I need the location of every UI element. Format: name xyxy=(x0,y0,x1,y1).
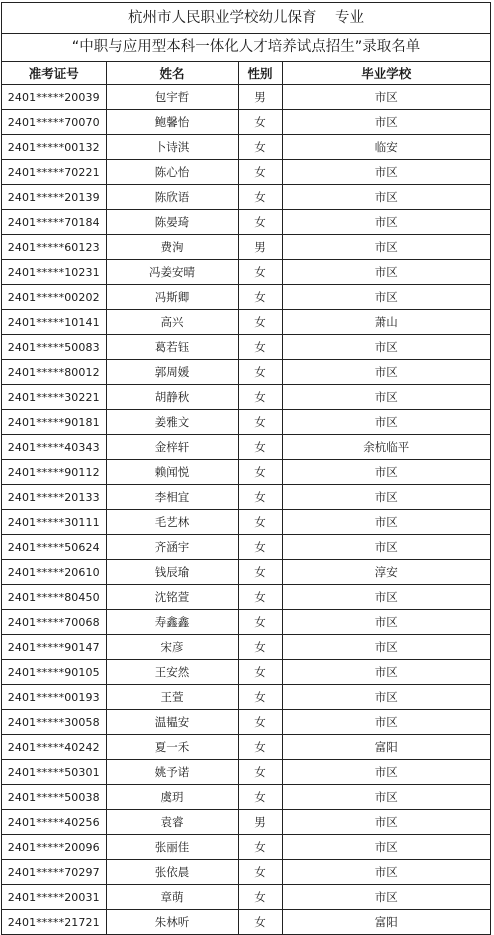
name-cell: 张依晨 xyxy=(106,860,238,885)
name-cell: 姚予诺 xyxy=(106,760,238,785)
exam-id-cell: 2401*****20039 xyxy=(2,85,106,110)
gender-cell: 女 xyxy=(238,160,282,185)
column-header-name: 姓名 xyxy=(106,62,238,85)
school-cell: 富阳 xyxy=(282,735,490,760)
admission-list-sheet xyxy=(1,2,491,935)
table-row xyxy=(2,910,490,935)
school-cell: 市区 xyxy=(282,285,490,310)
gender-cell: 女 xyxy=(238,210,282,235)
school-cell: 市区 xyxy=(282,685,490,710)
gender-cell: 女 xyxy=(238,385,282,410)
exam-id-cell: 2401*****70297 xyxy=(2,860,106,885)
exam-id-cell: 2401*****21721 xyxy=(2,910,106,935)
name-cell: 卜诗淇 xyxy=(106,135,238,160)
name-cell: 宋彦 xyxy=(106,635,238,660)
name-cell: 包宇哲 xyxy=(106,85,238,110)
exam-id-cell: 2401*****80012 xyxy=(2,360,106,385)
gender-cell: 女 xyxy=(238,685,282,710)
exam-id-cell: 2401*****40343 xyxy=(2,435,106,460)
exam-id-cell: 2401*****30221 xyxy=(2,385,106,410)
gender-cell: 女 xyxy=(238,485,282,510)
table-row xyxy=(2,660,490,685)
school-cell: 市区 xyxy=(282,610,490,635)
name-cell: 陈晏琦 xyxy=(106,210,238,235)
school-cell: 市区 xyxy=(282,235,490,260)
table-row xyxy=(2,635,490,660)
exam-id-cell: 2401*****50624 xyxy=(2,535,106,560)
exam-id-cell: 2401*****70070 xyxy=(2,110,106,135)
table-row xyxy=(2,760,490,785)
table-row xyxy=(2,710,490,735)
table-row xyxy=(2,435,490,460)
school-cell: 市区 xyxy=(282,660,490,685)
table-row xyxy=(2,560,490,585)
school-cell: 市区 xyxy=(282,835,490,860)
exam-id-cell: 2401*****90105 xyxy=(2,660,106,685)
table-row xyxy=(2,535,490,560)
gender-cell: 女 xyxy=(238,410,282,435)
name-cell: 寿鑫鑫 xyxy=(106,610,238,635)
exam-id-cell: 2401*****20133 xyxy=(2,485,106,510)
exam-id-cell: 2401*****00132 xyxy=(2,135,106,160)
school-cell: 市区 xyxy=(282,85,490,110)
exam-id-cell: 2401*****90147 xyxy=(2,635,106,660)
school-cell: 淳安 xyxy=(282,560,490,585)
gender-cell: 女 xyxy=(238,510,282,535)
school-cell: 市区 xyxy=(282,585,490,610)
table-row xyxy=(2,160,490,185)
column-header-gender: 性别 xyxy=(238,62,282,85)
school-cell: 市区 xyxy=(282,260,490,285)
exam-id-cell: 2401*****30111 xyxy=(2,510,106,535)
name-cell: 钱辰瑜 xyxy=(106,560,238,585)
school-cell: 市区 xyxy=(282,385,490,410)
school-cell: 市区 xyxy=(282,760,490,785)
exam-id-cell: 2401*****10141 xyxy=(2,310,106,335)
table-body xyxy=(2,85,490,935)
table-row xyxy=(2,860,490,885)
gender-cell: 女 xyxy=(238,860,282,885)
school-major-title: 杭州市人民职业学校幼儿保育 专业 xyxy=(2,3,490,34)
exam-id-cell: 2401*****50038 xyxy=(2,785,106,810)
school-cell: 市区 xyxy=(282,335,490,360)
exam-id-cell: 2401*****40242 xyxy=(2,735,106,760)
name-cell: 高兴 xyxy=(106,310,238,335)
gender-cell: 男 xyxy=(238,235,282,260)
school-cell: 富阳 xyxy=(282,910,490,935)
exam-id-cell: 2401*****10231 xyxy=(2,260,106,285)
school-cell: 市区 xyxy=(282,410,490,435)
name-cell: 沈铭萱 xyxy=(106,585,238,610)
school-cell: 市区 xyxy=(282,210,490,235)
table-row xyxy=(2,185,490,210)
exam-id-cell: 2401*****40256 xyxy=(2,810,106,835)
table-row xyxy=(2,310,490,335)
exam-id-cell: 2401*****70184 xyxy=(2,210,106,235)
gender-cell: 女 xyxy=(238,785,282,810)
exam-id-cell: 2401*****50301 xyxy=(2,760,106,785)
name-cell: 郭周媛 xyxy=(106,360,238,385)
gender-cell: 女 xyxy=(238,610,282,635)
school-cell: 市区 xyxy=(282,510,490,535)
name-cell: 赖闻悦 xyxy=(106,460,238,485)
table-row xyxy=(2,335,490,360)
table-row xyxy=(2,110,490,135)
gender-cell: 女 xyxy=(238,710,282,735)
name-cell: 虞玥 xyxy=(106,785,238,810)
gender-cell: 女 xyxy=(238,635,282,660)
name-cell: 鲍馨怡 xyxy=(106,110,238,135)
table-row xyxy=(2,735,490,760)
name-cell: 朱林听 xyxy=(106,910,238,935)
name-cell: 葛若钰 xyxy=(106,335,238,360)
gender-cell: 女 xyxy=(238,285,282,310)
school-cell: 市区 xyxy=(282,635,490,660)
table-row xyxy=(2,885,490,910)
exam-id-cell: 2401*****90181 xyxy=(2,410,106,435)
name-cell: 温韫安 xyxy=(106,710,238,735)
table-row xyxy=(2,85,490,110)
gender-cell: 女 xyxy=(238,335,282,360)
name-cell: 袁睿 xyxy=(106,810,238,835)
exam-id-cell: 2401*****20031 xyxy=(2,885,106,910)
gender-cell: 男 xyxy=(238,85,282,110)
gender-cell: 女 xyxy=(238,260,282,285)
name-cell: 陈心怡 xyxy=(106,160,238,185)
name-cell: 陈欣语 xyxy=(106,185,238,210)
school-cell: 市区 xyxy=(282,185,490,210)
name-cell: 章萌 xyxy=(106,885,238,910)
column-header-school: 毕业学校 xyxy=(282,62,490,85)
table-row xyxy=(2,210,490,235)
name-cell: 胡静秋 xyxy=(106,385,238,410)
table-row xyxy=(2,685,490,710)
exam-id-cell: 2401*****60123 xyxy=(2,235,106,260)
name-cell: 李相宜 xyxy=(106,485,238,510)
gender-cell: 女 xyxy=(238,735,282,760)
name-cell: 金梓轩 xyxy=(106,435,238,460)
name-cell: 毛艺林 xyxy=(106,510,238,535)
exam-id-cell: 2401*****20096 xyxy=(2,835,106,860)
gender-cell: 女 xyxy=(238,135,282,160)
gender-cell: 女 xyxy=(238,560,282,585)
exam-id-cell: 2401*****20139 xyxy=(2,185,106,210)
gender-cell: 女 xyxy=(238,110,282,135)
table-row xyxy=(2,610,490,635)
name-cell: 王安然 xyxy=(106,660,238,685)
table-row xyxy=(2,810,490,835)
table-row xyxy=(2,510,490,535)
school-cell: 临安 xyxy=(282,135,490,160)
gender-cell: 女 xyxy=(238,535,282,560)
name-cell: 费洵 xyxy=(106,235,238,260)
table-row xyxy=(2,235,490,260)
exam-id-cell: 2401*****20610 xyxy=(2,560,106,585)
name-cell: 姜雅文 xyxy=(106,410,238,435)
table-row xyxy=(2,260,490,285)
gender-cell: 女 xyxy=(238,660,282,685)
exam-id-cell: 2401*****50083 xyxy=(2,335,106,360)
school-cell: 市区 xyxy=(282,785,490,810)
table-row xyxy=(2,460,490,485)
school-cell: 余杭临平 xyxy=(282,435,490,460)
gender-cell: 女 xyxy=(238,185,282,210)
admission-table xyxy=(2,62,490,934)
school-cell: 市区 xyxy=(282,535,490,560)
table-row xyxy=(2,285,490,310)
name-cell: 王萱 xyxy=(106,685,238,710)
school-cell: 市区 xyxy=(282,160,490,185)
school-cell: 市区 xyxy=(282,885,490,910)
exam-id-cell: 2401*****30058 xyxy=(2,710,106,735)
name-cell: 冯姜安晴 xyxy=(106,260,238,285)
exam-id-cell: 2401*****70221 xyxy=(2,160,106,185)
gender-cell: 女 xyxy=(238,885,282,910)
gender-cell: 女 xyxy=(238,835,282,860)
gender-cell: 女 xyxy=(238,910,282,935)
gender-cell: 女 xyxy=(238,310,282,335)
name-cell: 冯斯卿 xyxy=(106,285,238,310)
school-cell: 市区 xyxy=(282,110,490,135)
table-row xyxy=(2,835,490,860)
school-cell: 萧山 xyxy=(282,310,490,335)
table-row xyxy=(2,135,490,160)
table-row xyxy=(2,785,490,810)
school-cell: 市区 xyxy=(282,360,490,385)
table-row xyxy=(2,360,490,385)
table-row xyxy=(2,585,490,610)
table-row xyxy=(2,485,490,510)
table-row xyxy=(2,410,490,435)
name-cell: 夏一禾 xyxy=(106,735,238,760)
gender-cell: 女 xyxy=(238,460,282,485)
exam-id-cell: 2401*****90112 xyxy=(2,460,106,485)
gender-cell: 女 xyxy=(238,360,282,385)
exam-id-cell: 2401*****00193 xyxy=(2,685,106,710)
exam-id-cell: 2401*****70068 xyxy=(2,610,106,635)
name-cell: 齐涵宇 xyxy=(106,535,238,560)
gender-cell: 女 xyxy=(238,435,282,460)
school-cell: 市区 xyxy=(282,710,490,735)
gender-cell: 女 xyxy=(238,585,282,610)
exam-id-cell: 2401*****00202 xyxy=(2,285,106,310)
table-header-row xyxy=(2,62,490,85)
gender-cell: 女 xyxy=(238,760,282,785)
school-cell: 市区 xyxy=(282,485,490,510)
name-cell: 张丽佳 xyxy=(106,835,238,860)
table-row xyxy=(2,385,490,410)
school-cell: 市区 xyxy=(282,860,490,885)
exam-id-cell: 2401*****80450 xyxy=(2,585,106,610)
school-cell: 市区 xyxy=(282,460,490,485)
gender-cell: 男 xyxy=(238,810,282,835)
admission-list-title: “中职与应用型本科一体化人才培养试点招生”录取名单 xyxy=(2,34,490,62)
school-cell: 市区 xyxy=(282,810,490,835)
column-header-exam-id: 准考证号 xyxy=(2,62,106,85)
